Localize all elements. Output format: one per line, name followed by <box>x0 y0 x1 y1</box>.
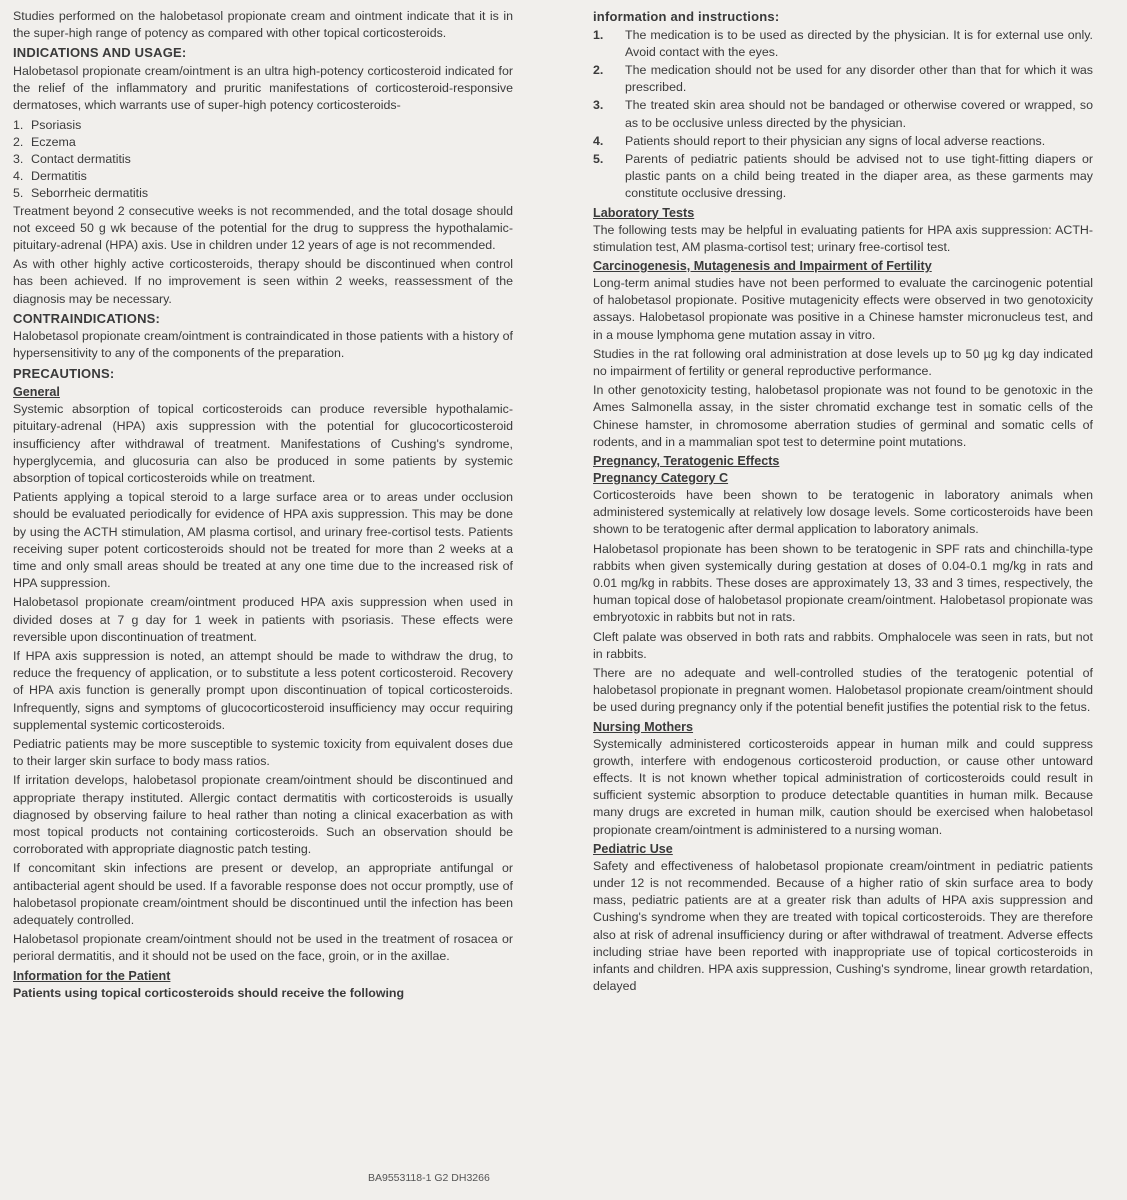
patient-info-paragraph: Patients using topical corticosteroids should receive the following <box>13 985 405 1000</box>
pregnancy-paragraph-2: Halobetasol propionate has been shown to be teratogenic in SPF rats and chinchilla-type rabbits when given systemically during gestation at doses of 0.04-0.1 mg/kg in rats and 0.01 mg/kg in rabbits. These doses are approximately 13, 33 and 3 times, respectively, the human topical dose of halobetasol propionate cream/ointment. Halobetasol propionate was embryotoxic in rabbits but not in rats. <box>593 541 1093 625</box>
nursing-mothers-heading: Nursing Mothers <box>593 719 694 734</box>
list-item: 5. Parents of pediatric patients should be advised not to use tight-fitting diapers or plastic pants on a child being treated in the diaper area, as these garments may constitute occlusive dressing. <box>593 151 1093 201</box>
indications-list <box>13 117 513 203</box>
carcinogenesis-heading: Carcinogenesis, Mutagenesis and Impairment of Fertility <box>593 258 932 273</box>
carcinogenesis-paragraph-3: In other genotoxicity testing, halobetasol propionate was not found to be genotoxic in the Ames Salmonella assay, in the sister chromatid exchange test in somatic cells of the Chinese hamster, in chromosome aberration studies of germinal and somatic cells of rodents, and in a mammalian spot test to determine point mutations. <box>593 383 1093 449</box>
list-item: 5. Seborrheic dermatitis <box>13 186 149 201</box>
laboratory-tests-paragraph: The following tests may be helpful in evaluating patients for HPA axis suppression: ACTH-stimulation test, AM plasma-cortisol test; urinary free-cortisol test. <box>593 222 1093 254</box>
general-paragraph-1: Systemic absorption of topical corticosteroids can produce reversible hypothalamic-pituitary-adrenal (HPA) axis suppression with the potential for glucocorticosteroid insufficiency after withdrawal of treatment. Manifestations of Cushing's syndrome, hyperglycemia, and glucosuria can also be produced in some patients by systemic absorption of topical corticosteroids while on treatment. <box>13 402 513 485</box>
pregnancy-heading: Pregnancy, Teratogenic Effects <box>593 453 780 468</box>
list-item: 1. Psoriasis <box>13 117 82 132</box>
instructions-list <box>593 27 1093 203</box>
contraindications-heading: CONTRAINDICATIONS: <box>13 310 161 326</box>
precautions-heading: PRECAUTIONS: <box>13 365 115 381</box>
instructions-heading: information and instructions: <box>593 9 780 24</box>
intro-paragraph: Studies performed on the halobetasol propionate cream and ointment indicate that it is in the super-high range of potency as compared with other topical corticosteroids. <box>13 9 513 41</box>
general-paragraph-2: Patients applying a topical steroid to a large surface area or to areas under occlusion should be evaluated periodically for evidence of HPA axis suppression. This may be done by using the ACTH stimulation, AM plasma cortisol, and urinary free-cortisol tests. Patients receiving super potent corticosteroids should not be treated for more than 2 weeks at a time and only small areas should be treated at any one time due to the increased risk of HPA suppression. <box>13 490 513 591</box>
indications-paragraph: Halobetasol propionate cream/ointment is an ultra high-potency corticosteroid indicated for the relief of the inflammatory and pruritic manifestations of corticosteroid-responsive dermatoses, which warrants use of super-high potency corticosteroids- <box>13 63 513 113</box>
pregnancy-paragraph-4: There are no adequate and well-controlled studies of the teratogenic potential of halobetasol propionate in pregnant women. Halobetasol propionate cream/ointment should be used during pregnancy only if the potential benefit justifies the potential risk to the fetus. <box>593 666 1093 715</box>
list-item: 3. The treated skin area should not be bandaged or otherwise covered or wrapped, so as to be occlusive unless directed by the physician. <box>593 98 1093 130</box>
general-paragraph-6: If irritation develops, halobetasol propionate cream/ointment should be discontinued and appropriate therapy instituted. Allergic contact dermatitis with corticosteroids is usually diagnosed by observing failure to heal rather than noting a clinical exacerbation as with most topical products not containing corticosteroids. Such an observation should be corroborated with appropriate diagnostic patch testing. <box>13 773 513 857</box>
indications-heading: INDICATIONS AND USAGE: <box>13 45 187 61</box>
list-item: 2. The medication should not be used for any disorder other than that for which it was prescribed. <box>593 62 1093 95</box>
carcinogenesis-paragraph-2: Studies in the rat following oral administration at dose levels up to 50 µg kg day indicated no impairment of fertility or general reproductive performance. <box>593 346 1093 378</box>
pediatric-use-paragraph: Safety and effectiveness of halobetasol propionate cream/ointment in pediatric patients under 12 is not recommended. Because of a higher ratio of skin surface area to body mass, pediatric patients are at a greater risk than adults of HPA axis suppression and Cushing's syndrome when they are treated with topical corticosteroids. They are therefore also at risk of adrenal insufficiency during or after withdrawal of treatment. Adverse effects including striae have been reported with inappropriate use of topical corticosteroids in infants and children. HPA axis suppression, Cushing's syndrome, linear growth retardation, delayed <box>593 858 1093 994</box>
general-paragraph-5: Pediatric patients may be more susceptible to systemic toxicity from equivalent doses due to their larger skin surface to body mass ratios. <box>13 737 513 769</box>
carcinogenesis-paragraph-1: Long-term animal studies have not been performed to evaluate the carcinogenic potential of halobetasol propionate. Positive mutagenicity effects were observed in two genotoxicity assays. Halobetasol propionate was positive in a Chinese hamster micronucleus test, and in a mouse lymphoma gene mutation assay in vitro. <box>593 275 1093 342</box>
pediatric-use-heading: Pediatric Use <box>593 841 673 856</box>
right-column <box>593 8 1093 997</box>
document-code: BA9553118-1 G2 DH3266 <box>368 1172 490 1184</box>
list-item: 2. Eczema <box>13 134 76 149</box>
pregnancy-paragraph-1: Corticosteroids have been shown to be teratogenic in laboratory animals when administered systemically at relatively low dosage levels. Some corticosteroids have been shown to be teratogenic after dermal application to laboratory animals. <box>593 487 1093 537</box>
list-item: 4. Dermatitis <box>13 169 87 184</box>
left-column <box>13 8 513 1004</box>
list-item: 4. Patients should report to their physician any signs of local adverse reactions. <box>593 133 1046 148</box>
other-steroids-paragraph: As with other highly active corticosteroids, therapy should be discontinued when control has been achieved. If no improvement is seen within 2 weeks, reassessment of the diagnosis may be necessary. <box>13 257 513 306</box>
treatment-paragraph: Treatment beyond 2 consecutive weeks is not recommended, and the total dosage should not exceed 50 g wk because of the potential for the drug to suppress the hypothalamic-pituitary-adrenal (HPA) axis. Use in children under 12 years of age is not recommended. <box>13 203 513 252</box>
contraindications-paragraph: Halobetasol propionate cream/ointment is contraindicated in those patients with a history of hypersensitivity to any of the components of the preparation. <box>13 329 513 361</box>
patient-info-heading: Information for the Patient <box>13 968 171 983</box>
nursing-mothers-paragraph: Systemically administered corticosteroids appear in human milk and could suppress growth, interfere with endogenous corticosteroid production, or cause other untoward effects. It is not known whether topical administration of corticosteroids could result in sufficient systemic absorption to produce detectable quantities in human milk. Because many drugs are excreted in human milk, caution should be exercised when halobetasol propionate cream/ointment is administered to a nursing woman. <box>593 736 1093 837</box>
general-paragraph-8: Halobetasol propionate cream/ointment should not be used in the treatment of rosacea or perioral dermatitis, and it should not be used on the face, groin, or in the axillae. <box>13 932 513 964</box>
pregnancy-paragraph-3: Cleft palate was observed in both rats and rabbits. Omphalocele was seen in rats, but not in rabbits. <box>593 629 1093 661</box>
general-paragraph-3: Halobetasol propionate cream/ointment produced HPA axis suppression when used in divided doses at 7 g day for 1 week in patients with psoriasis. These effects were reversible upon discontinuation of treatment. <box>13 595 513 644</box>
pregnancy-category-heading: Pregnancy Category C <box>593 470 729 485</box>
general-paragraph-4: If HPA axis suppression is noted, an attempt should be made to withdraw the drug, to reduce the frequency of application, or to substitute a less potent corticosteroid. Recovery of HPA axis function is generally prompt upon discontinuation of topical corticosteroids. Infrequently, signs and symptoms of glucocorticosteroid insufficiency may occur requiring supplemental systemic corticosteroids. <box>13 649 513 732</box>
general-paragraph-7: If concomitant skin infections are present or develop, an appropriate antifungal or antibacterial agent should be used. If a favorable response does not occur promptly, use of halobetasol propionate cream/ointment should be discontinued until the infection has been adequately controlled. <box>13 861 513 928</box>
laboratory-tests-heading: Laboratory Tests <box>593 205 695 220</box>
list-item: 3. Contact dermatitis <box>13 151 131 166</box>
list-item: 1. The medication is to be used as directed by the physician. It is for external use only. Avoid contact with the eyes. <box>593 27 1093 59</box>
general-heading: General <box>13 385 60 400</box>
